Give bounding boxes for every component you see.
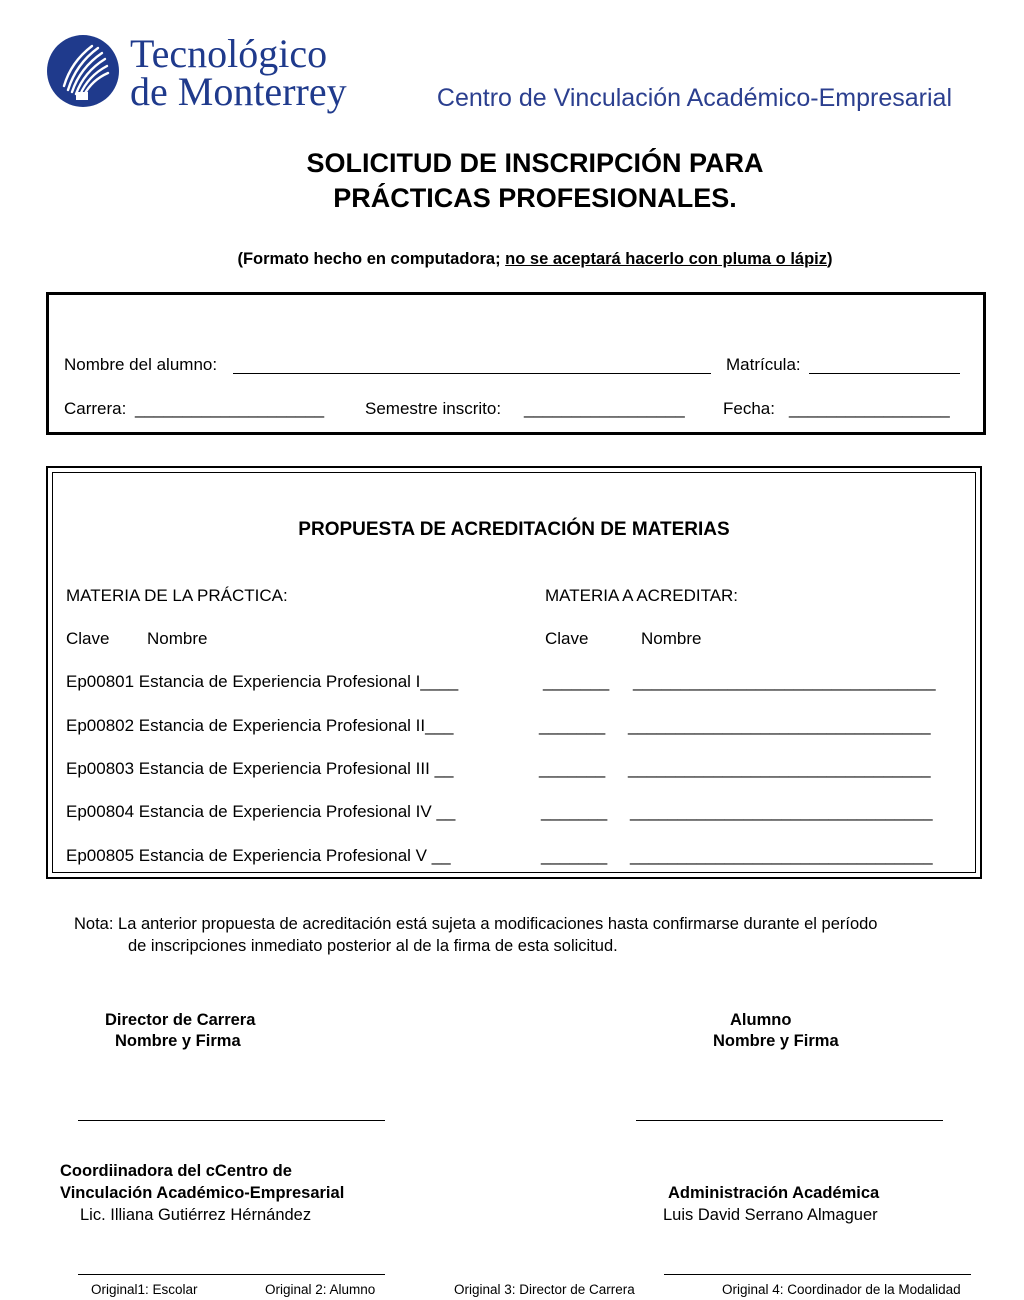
accredit-clave-field[interactable]: _______ bbox=[539, 759, 606, 778]
proposal-title: PROPUESTA DE ACREDITACIÓN DE MATERIAS bbox=[298, 519, 730, 540]
practice-row: Ep00803 Estancia de Experiencia Profesional III __ bbox=[66, 759, 454, 778]
date-field[interactable]: _________________ bbox=[789, 399, 950, 418]
coordinator-name: Lic. Illiana Gutiérrez Hérnández bbox=[80, 1206, 312, 1224]
accredit-clave-field[interactable]: _______ bbox=[543, 672, 610, 691]
accredit-nombre-field[interactable]: ________________________________ bbox=[630, 846, 933, 865]
accredit-nombre-field[interactable]: ________________________________ bbox=[633, 672, 936, 691]
practice-row: Ep00804 Estancia de Experiencia Profesional IV __ bbox=[66, 802, 456, 821]
student-name-field[interactable] bbox=[233, 373, 711, 374]
accredit-clave-field[interactable]: _______ bbox=[541, 802, 608, 821]
student-info-box bbox=[46, 292, 986, 435]
date-label: Fecha: bbox=[723, 399, 775, 418]
footer-original-3: Original 3: Director de Carrera bbox=[454, 1282, 635, 1297]
accredit-clave-field[interactable]: _______ bbox=[539, 716, 606, 735]
logo-wordmark-line2: de Monterrey bbox=[130, 69, 347, 114]
format-note-warning: no se aceptará hacerlo con pluma o lápiz bbox=[505, 250, 828, 268]
left-col-clave: Clave bbox=[66, 629, 110, 648]
admin-name: Luis David Serrano Almaguer bbox=[663, 1206, 878, 1224]
right-col-nombre: Nombre bbox=[641, 629, 702, 648]
format-note bbox=[0, 250, 1024, 269]
career-field[interactable]: ____________________ bbox=[135, 399, 325, 418]
director-heading: Director de Carrera bbox=[105, 1011, 256, 1029]
alumno-signature-line[interactable] bbox=[636, 1120, 943, 1121]
proposal-box bbox=[46, 466, 982, 879]
practice-row: Ep00802 Estancia de Experiencia Profesional II___ bbox=[66, 716, 454, 735]
format-note-suffix: ) bbox=[827, 250, 833, 268]
form-title-line2: PRÁCTICAS PROFESIONALES. bbox=[333, 183, 737, 213]
proposal-box-inner bbox=[52, 472, 976, 873]
footer-original-1: Original1: Escolar bbox=[91, 1282, 198, 1297]
form-title-line1: SOLICITUD DE INSCRIPCIÓN PARA bbox=[306, 148, 764, 178]
accredit-clave-field[interactable]: _______ bbox=[541, 846, 608, 865]
student-name-label: Nombre del alumno: bbox=[64, 355, 218, 374]
accredit-nombre-field[interactable]: ________________________________ bbox=[630, 802, 933, 821]
director-subheading: Nombre y Firma bbox=[115, 1032, 241, 1050]
accredit-subject-heading: MATERIA A ACREDITAR: bbox=[545, 586, 739, 605]
matricula-label: Matrícula: bbox=[726, 355, 801, 374]
note-line1: Nota: La anterior propuesta de acreditación está sujeta a modificaciones hasta confirmarse durante el período bbox=[74, 915, 878, 933]
practice-subject-heading: MATERIA DE LA PRÁCTICA: bbox=[66, 586, 288, 605]
practice-row: Ep00801 Estancia de Experiencia Profesional I____ bbox=[66, 672, 459, 691]
admin-heading: Administración Académica bbox=[668, 1184, 880, 1202]
footer-original-4: Original 4: Coordinador de la Modalidad bbox=[722, 1282, 961, 1297]
right-col-clave: Clave bbox=[545, 629, 589, 648]
coordinator-subheading: Vinculación Académico-Empresarial bbox=[60, 1184, 345, 1202]
semester-field[interactable]: _________________ bbox=[524, 399, 685, 418]
admin-signature-line[interactable] bbox=[664, 1274, 971, 1275]
left-col-nombre: Nombre bbox=[147, 629, 208, 648]
director-signature-line[interactable] bbox=[78, 1120, 385, 1121]
logo-wordmark-line1: Tecnológico bbox=[130, 31, 328, 76]
footer-original-2: Original 2: Alumno bbox=[265, 1282, 376, 1297]
accredit-nombre-field[interactable]: ________________________________ bbox=[628, 716, 931, 735]
center-name: Centro de Vinculación Académico-Empresarial bbox=[436, 84, 952, 112]
tec-logo-icon bbox=[46, 34, 120, 108]
coordinator-signature-line[interactable] bbox=[78, 1274, 385, 1275]
coordinator-heading: Coordiinadora del cCentro de bbox=[60, 1162, 292, 1180]
practice-row: Ep00805 Estancia de Experiencia Profesional V __ bbox=[66, 846, 451, 865]
career-label: Carrera: bbox=[64, 399, 127, 418]
note-line2: de inscripciones inmediato posterior al de la firma de esta solicitud. bbox=[128, 937, 618, 955]
format-note-prefix: (Formato hecho en computadora; bbox=[237, 250, 506, 268]
matricula-field[interactable] bbox=[809, 373, 960, 374]
alumno-subheading: Nombre y Firma bbox=[713, 1032, 839, 1050]
semester-label: Semestre inscrito: bbox=[365, 399, 502, 418]
accredit-nombre-field[interactable]: ________________________________ bbox=[628, 759, 931, 778]
alumno-heading: Alumno bbox=[730, 1011, 792, 1029]
